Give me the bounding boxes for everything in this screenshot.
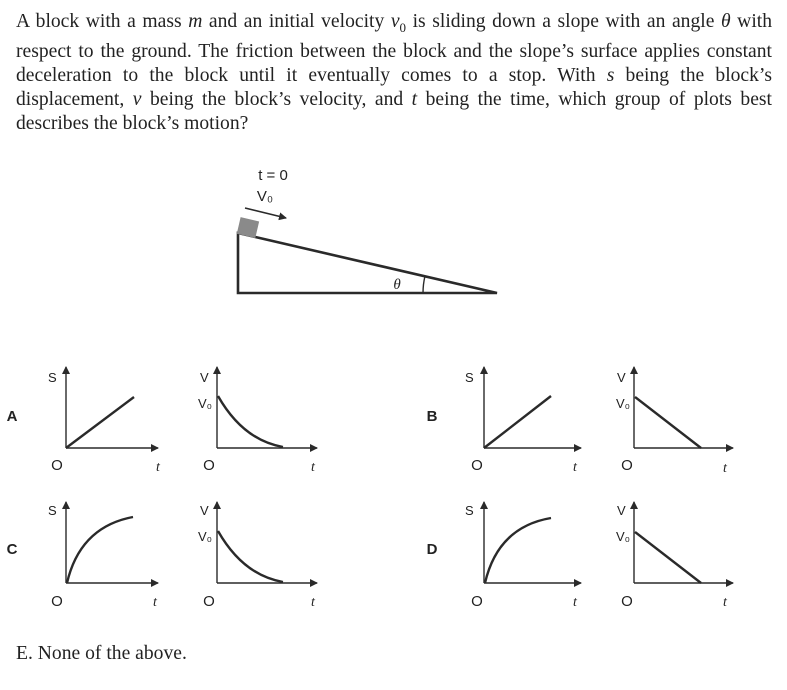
origin-label: O xyxy=(203,593,215,610)
displacement-plot xyxy=(48,502,158,610)
displacement-plot xyxy=(465,502,581,610)
velocity-plot xyxy=(198,367,317,475)
option-letter: C xyxy=(6,541,18,558)
displacement-plot xyxy=(465,367,581,475)
velocity-plot xyxy=(616,367,733,476)
v0-label: V₀ xyxy=(616,396,631,411)
v-line-decrease xyxy=(635,397,701,448)
v-line-decrease xyxy=(635,532,701,583)
t-axis-label: t xyxy=(311,595,315,610)
s-axis-label: S xyxy=(48,503,57,518)
origin-label: O xyxy=(51,457,63,474)
s-axis-label: S xyxy=(48,370,57,385)
question-text: A block with a mass m and an initial velocity $v_0$ is sliding down a slope with an angle θ with respect to the ground. The friction between the block and the slope’s surface applies constant deceleration to the block until it eventually comes to a stop. With s being the block’s displacement, v being the block’s velocity, and t being the time, which group of plots best describes the block’s motion? xyxy=(16,11,773,134)
s-curve-rise xyxy=(67,517,133,583)
v-axis-label: V xyxy=(200,503,209,518)
slope-diagram xyxy=(237,167,497,293)
s-axis-label: S xyxy=(465,503,474,518)
v0-label: V₀ xyxy=(198,529,213,544)
v0-label: V₀ xyxy=(198,396,213,411)
displacement-plot xyxy=(48,367,161,475)
v0-label: V₀ xyxy=(616,529,631,544)
t-axis-label: t xyxy=(311,460,315,475)
origin-label: O xyxy=(51,593,63,610)
v-curve-decay xyxy=(218,396,283,447)
option-b[interactable] xyxy=(427,367,733,476)
t-axis-label: t xyxy=(573,595,577,610)
t-axis-label: t xyxy=(156,460,160,475)
option-d[interactable] xyxy=(427,502,733,610)
option-letter: D xyxy=(426,541,438,558)
velocity-plot xyxy=(616,502,733,610)
option-e[interactable]: E. None of the above. xyxy=(16,643,187,664)
t-axis-label: t xyxy=(573,460,577,475)
option-letter: A xyxy=(6,408,18,425)
angle-theta-label: θ xyxy=(393,277,401,293)
origin-label: O xyxy=(621,457,633,474)
origin-label: O xyxy=(471,457,483,474)
origin-label: O xyxy=(621,593,633,610)
origin-label: O xyxy=(471,593,483,610)
s-curve-linear xyxy=(484,396,551,448)
time-zero-label: t = 0 xyxy=(258,167,288,184)
v-curve-decay xyxy=(218,531,283,582)
s-curve-rise xyxy=(485,518,551,583)
option-a[interactable] xyxy=(7,367,317,475)
velocity-arrow xyxy=(245,208,286,218)
s-curve-linear xyxy=(66,397,134,448)
initial-velocity-label: V₀ xyxy=(256,188,274,205)
option-c[interactable] xyxy=(7,502,317,610)
velocity-plot xyxy=(198,502,317,610)
sliding-block xyxy=(237,217,259,238)
v-axis-label: V xyxy=(617,370,626,385)
option-letter: B xyxy=(426,408,438,425)
t-axis-label: t xyxy=(723,461,727,476)
t-axis-label: t xyxy=(153,595,157,610)
slope-triangle xyxy=(238,233,497,293)
t-axis-label: t xyxy=(723,595,727,610)
v-axis-label: V xyxy=(617,503,626,518)
v-axis-label: V xyxy=(200,370,209,385)
s-axis-label: S xyxy=(465,370,474,385)
angle-arc xyxy=(423,276,425,293)
origin-label: O xyxy=(203,457,215,474)
